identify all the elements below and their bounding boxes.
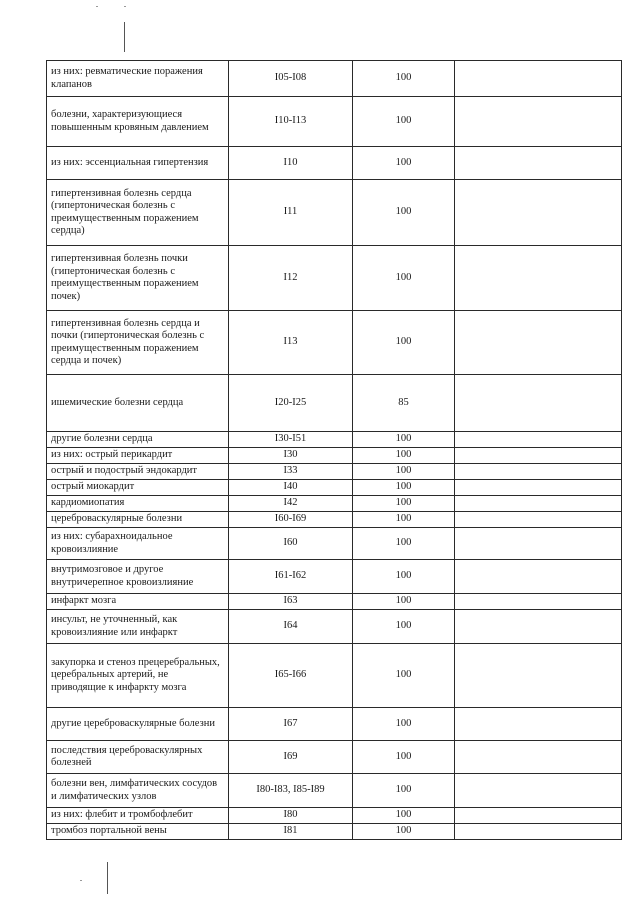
icd-code: I30-I51 (229, 432, 353, 448)
percentage: 85 (353, 375, 455, 432)
icd-code: I10-I13 (229, 97, 353, 147)
note-cell (455, 560, 622, 594)
table-row (47, 741, 622, 774)
percentage: 100 (353, 774, 455, 808)
table-row (47, 644, 622, 708)
scan-speck (124, 6, 126, 7)
disease-name: последствия цереброваскулярных болезней (47, 741, 229, 774)
disease-name: внутримозговое и другое внутричерепное кровоизлияние (47, 560, 229, 594)
table-row (47, 808, 622, 824)
table-row (47, 496, 622, 512)
note-cell (455, 512, 622, 528)
icd-code: I61-I62 (229, 560, 353, 594)
percentage: 100 (353, 480, 455, 496)
icd-code: I42 (229, 496, 353, 512)
disease-name: цереброваскулярные болезни (47, 512, 229, 528)
disease-name: острый миокардит (47, 480, 229, 496)
note-cell (455, 180, 622, 246)
percentage: 100 (353, 432, 455, 448)
icd-code: I05-I08 (229, 61, 353, 97)
note-cell (455, 824, 622, 840)
note-cell (455, 61, 622, 97)
percentage: 100 (353, 496, 455, 512)
disease-name: из них: субарахноидальное кровоизлияние (47, 528, 229, 560)
percentage: 100 (353, 97, 455, 147)
icd-code: I64 (229, 610, 353, 644)
disease-name: из них: эссенциальная гипертензия (47, 147, 229, 180)
percentage: 100 (353, 824, 455, 840)
percentage: 100 (353, 311, 455, 375)
disease-name: гипертензивная болезнь сердца (гипертоническая болезнь с преимущественным поражением сердца) (47, 180, 229, 246)
disease-name: инсульт, не уточненный, как кровоизлияние или инфаркт (47, 610, 229, 644)
disease-name: болезни, характеризующиеся повышенным кровяным давлением (47, 97, 229, 147)
icd-code: I12 (229, 246, 353, 311)
icd-code: I69 (229, 741, 353, 774)
note-cell (455, 708, 622, 741)
percentage: 100 (353, 644, 455, 708)
table-row (47, 708, 622, 741)
note-cell (455, 496, 622, 512)
table-row (47, 61, 622, 97)
note-cell (455, 97, 622, 147)
note-cell (455, 808, 622, 824)
note-cell (455, 246, 622, 311)
icd-code: I10 (229, 147, 353, 180)
table-row (47, 512, 622, 528)
icd-code: I11 (229, 180, 353, 246)
percentage: 100 (353, 741, 455, 774)
table-row (47, 528, 622, 560)
disease-name: кардиомиопатия (47, 496, 229, 512)
percentage: 100 (353, 808, 455, 824)
table-row (47, 464, 622, 480)
table-row (47, 311, 622, 375)
note-cell (455, 480, 622, 496)
table-row (47, 180, 622, 246)
disease-name: инфаркт мозга (47, 594, 229, 610)
note-cell (455, 528, 622, 560)
icd-code: I60-I69 (229, 512, 353, 528)
disease-name: гипертензивная болезнь сердца и почки (гипертоническая болезнь с преимущественным поражением сердца и почек) (47, 311, 229, 375)
note-cell (455, 432, 622, 448)
table-row (47, 824, 622, 840)
table-row (47, 448, 622, 464)
table-row (47, 594, 622, 610)
note-cell (455, 448, 622, 464)
percentage: 100 (353, 61, 455, 97)
percentage: 100 (353, 180, 455, 246)
percentage: 100 (353, 147, 455, 180)
note-cell (455, 774, 622, 808)
disease-name: из них: флебит и тромбофлебит (47, 808, 229, 824)
percentage: 100 (353, 708, 455, 741)
percentage: 100 (353, 246, 455, 311)
disease-name: острый и подострый эндокардит (47, 464, 229, 480)
icd-code: I33 (229, 464, 353, 480)
percentage: 100 (353, 512, 455, 528)
percentage: 100 (353, 448, 455, 464)
table-row (47, 375, 622, 432)
icd-code: I65-I66 (229, 644, 353, 708)
icd-code: I80 (229, 808, 353, 824)
note-cell (455, 741, 622, 774)
note-cell (455, 644, 622, 708)
icd-code: I30 (229, 448, 353, 464)
disease-name: ишемические болезни сердца (47, 375, 229, 432)
disease-name: другие цереброваскулярные болезни (47, 708, 229, 741)
note-cell (455, 311, 622, 375)
percentage: 100 (353, 610, 455, 644)
icd-code: I81 (229, 824, 353, 840)
table-row (47, 480, 622, 496)
percentage: 100 (353, 594, 455, 610)
disease-name: тромбоз портальной вены (47, 824, 229, 840)
percentage: 100 (353, 560, 455, 594)
icd-code: I80-I83, I85-I89 (229, 774, 353, 808)
disease-name: другие болезни сердца (47, 432, 229, 448)
table-row (47, 246, 622, 311)
note-cell (455, 464, 622, 480)
table-row (47, 774, 622, 808)
icd-code: I40 (229, 480, 353, 496)
icd-code: I67 (229, 708, 353, 741)
icd-code: I63 (229, 594, 353, 610)
table-row (47, 432, 622, 448)
disease-table (46, 60, 622, 840)
percentage: 100 (353, 528, 455, 560)
disease-name: из них: острый перикардит (47, 448, 229, 464)
disease-name: болезни вен, лимфатических сосудов и лимфатических узлов (47, 774, 229, 808)
disease-name: гипертензивная болезнь почки (гипертоническая болезнь с преимущественным поражением почек) (47, 246, 229, 311)
scan-mark-bottom (107, 862, 108, 894)
scan-mark-top (124, 22, 125, 52)
table-row (47, 610, 622, 644)
note-cell (455, 610, 622, 644)
percentage: 100 (353, 464, 455, 480)
note-cell (455, 147, 622, 180)
icd-code: I13 (229, 311, 353, 375)
table-row (47, 560, 622, 594)
disease-name: из них: ревматические поражения клапанов (47, 61, 229, 97)
note-cell (455, 594, 622, 610)
note-cell (455, 375, 622, 432)
table-row (47, 147, 622, 180)
icd-code: I60 (229, 528, 353, 560)
scan-speck (80, 880, 82, 881)
disease-name: закупорка и стеноз прецеребральных, церебральных артерий, не приводящие к инфаркту мозга (47, 644, 229, 708)
table-row (47, 97, 622, 147)
icd-code: I20-I25 (229, 375, 353, 432)
scan-speck (96, 6, 98, 7)
